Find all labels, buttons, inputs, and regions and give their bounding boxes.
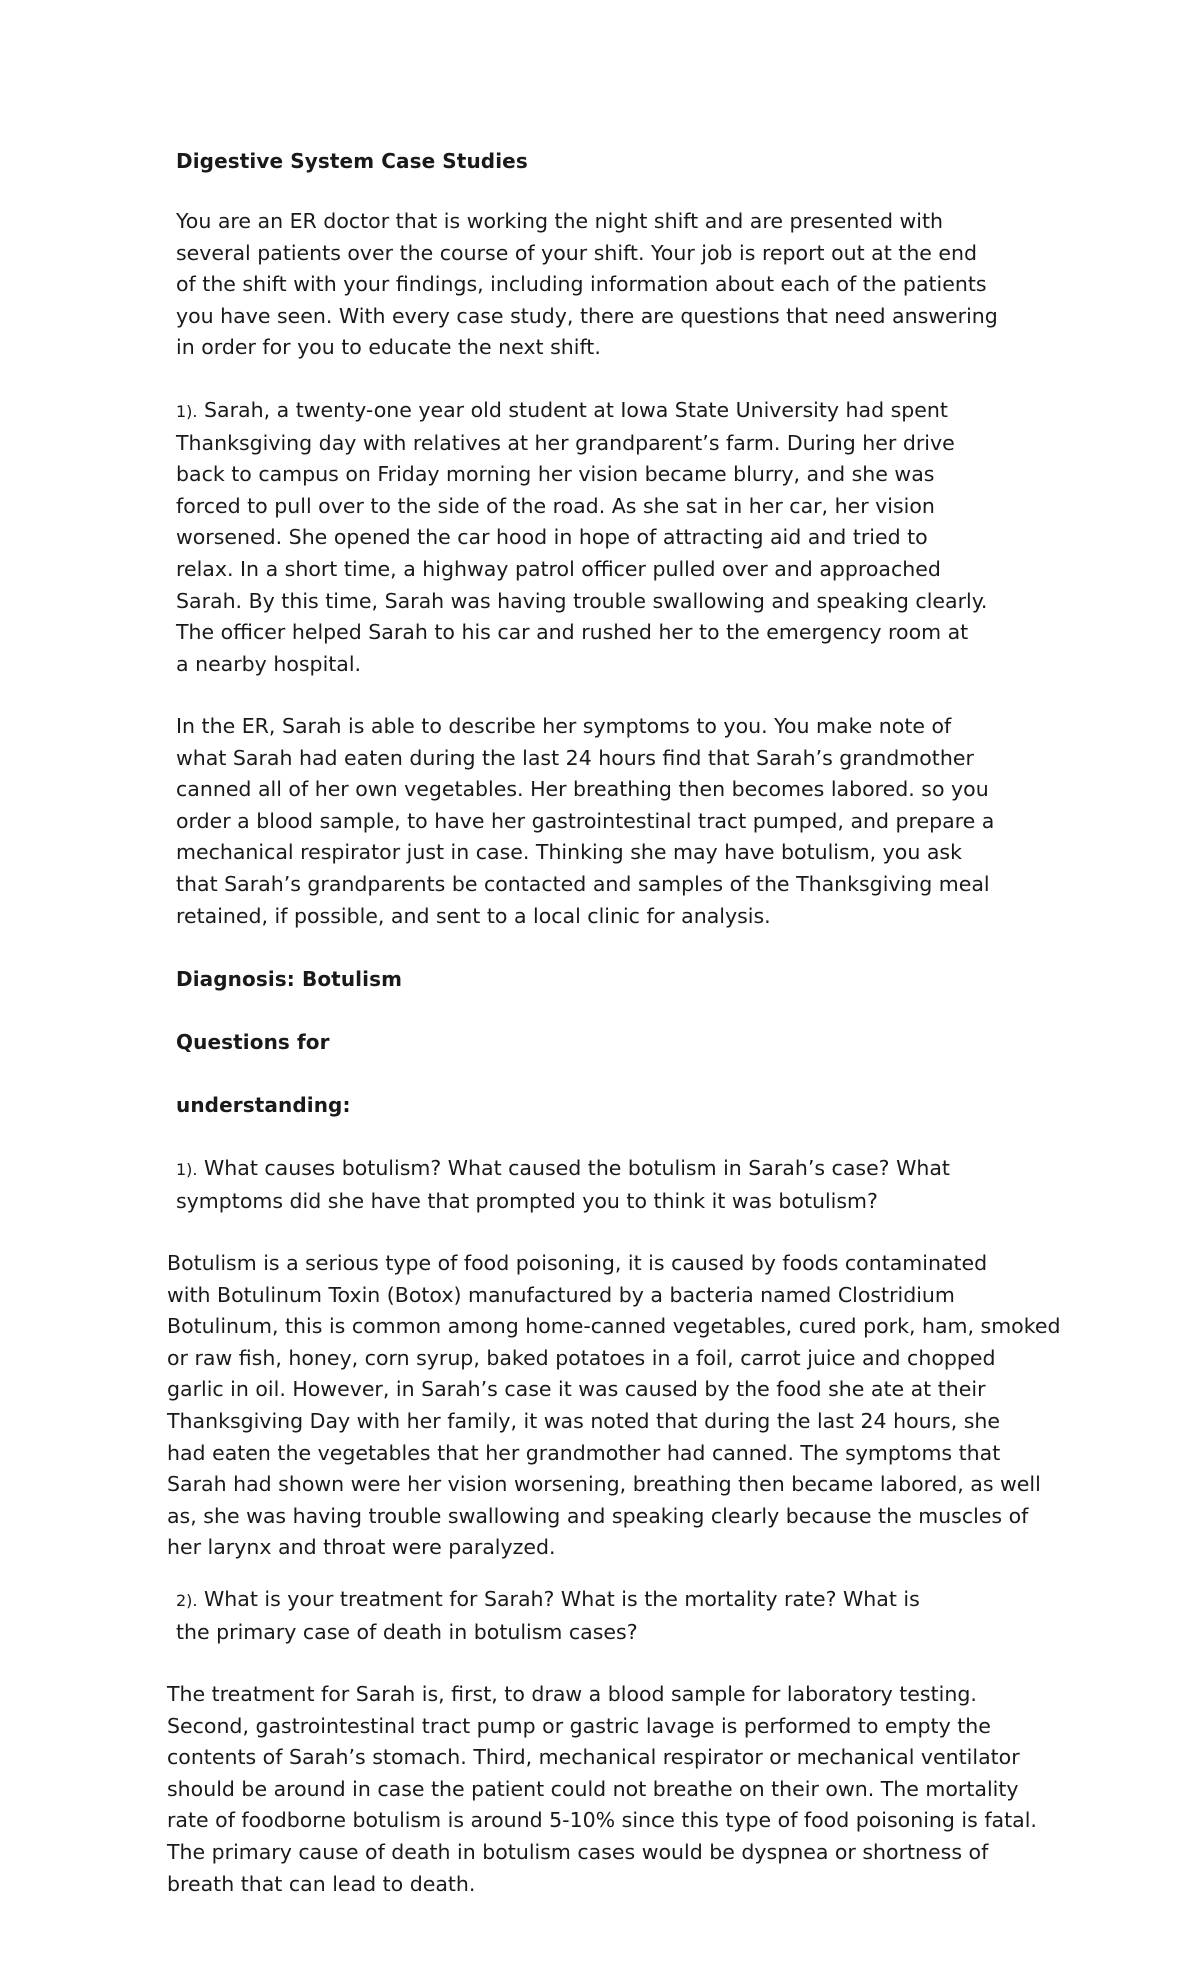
questions-heading-line-1: Questions for xyxy=(176,1030,330,1054)
answer-2-paragraph: The treatment for Sarah is, first, to draw a blood sample for laboratory testing. Second, gastrointestinal tract pump or gastric lavage is performed to empty the contents of Sarah’s stomach. Third, mechanical respirator or mechanical ventilator should be around in case the patient could not breathe on their own. The mortality rate of foodborne botulism is around 5-10% since this type of food poisoning is fatal. The primary cause of death in botulism cases would be dyspnea or shortness of breath that can lead to death. xyxy=(167,1682,1037,1896)
case-1-er-paragraph: In the ER, Sarah is able to describe her symptoms to you. You make note of what Sarah had eaten during the last 24 hours find that Sarah’s grandmother canned all of her own vegetables. Her breathing then becomes labored. so you order a blood sample, to have her gastrointestinal tract pumped, and prepare a mechanical respirator just in case. Thinking she may have botulism, you ask that Sarah’s grandparents be contacted and samples of the Thanksgiving meal retained, if possible, and sent to a local clinic for analysis. xyxy=(176,714,995,928)
question-2-text: What is your treatment for Sarah? What is the mortality rate? What is the primary case of death in botulism cases? xyxy=(176,1587,920,1644)
question-1-number: 1). xyxy=(176,1160,198,1179)
questions-heading-line-2: understanding: xyxy=(176,1093,351,1117)
diagnosis-heading: Diagnosis: Botulism xyxy=(176,967,403,991)
answer-1-paragraph: Botulism is a serious type of food poisoning, it is caused by foods contaminated with Botulinum Toxin (Botox) manufactured by a bacteria named Clostridium Botulinum, this is common among home-canned vegetables, cured pork, ham, smoked or raw fish, honey, corn syrup, baked potatoes in a foil, carrot juice and chopped garlic in oil. However, in Sarah’s case it was caused by the food she ate at their Thanksgiving Day with her family, it was noted that during the last 24 hours, she had eaten the vegetables that her grandmother had canned. The symptoms that Sarah had shown were her vision worsening, breathing then became labored, as well as, she was having trouble swallowing and speaking clearly because the muscles of her larynx and throat were paralyzed. xyxy=(167,1251,1061,1560)
question-2-number: 2). xyxy=(176,1591,198,1610)
case-1-story-text: Sarah, a twenty-one year old student at Iowa State University had spent Thanksgiving day with relatives at her grandparent’s farm. During her drive back to campus on Friday morning her vision became blurry, and she was forced to pull over to the side of the road. As she sat in her car, her vision worsened. She opened the car hood in hope of attracting aid and tried to relax. In a short time, a highway patrol officer pulled over and approached Sarah. By this time, Sarah was having trouble swallowing and speaking clearly. The officer helped Sarah to his car and rushed her to the emergency room at a nearby hospital. xyxy=(176,398,988,676)
case-1-number: 1). xyxy=(176,402,198,421)
intro-paragraph: You are an ER doctor that is working the night shift and are presented with several patients over the course of your shift. Your job is report out at the end of the shift with your findings, including information about each of the patients you have seen. With every case study, there are questions that need answering in order for you to educate the next shift. xyxy=(176,209,998,360)
question-1-text: What causes botulism? What caused the botulism in Sarah’s case? What symptoms did she have that prompted you to think it was botulism? xyxy=(176,1156,950,1213)
question-1 xyxy=(176,1153,1056,1217)
case-1-story xyxy=(176,395,1056,680)
document-title: Digestive System Case Studies xyxy=(176,149,528,173)
question-2 xyxy=(176,1584,1056,1648)
